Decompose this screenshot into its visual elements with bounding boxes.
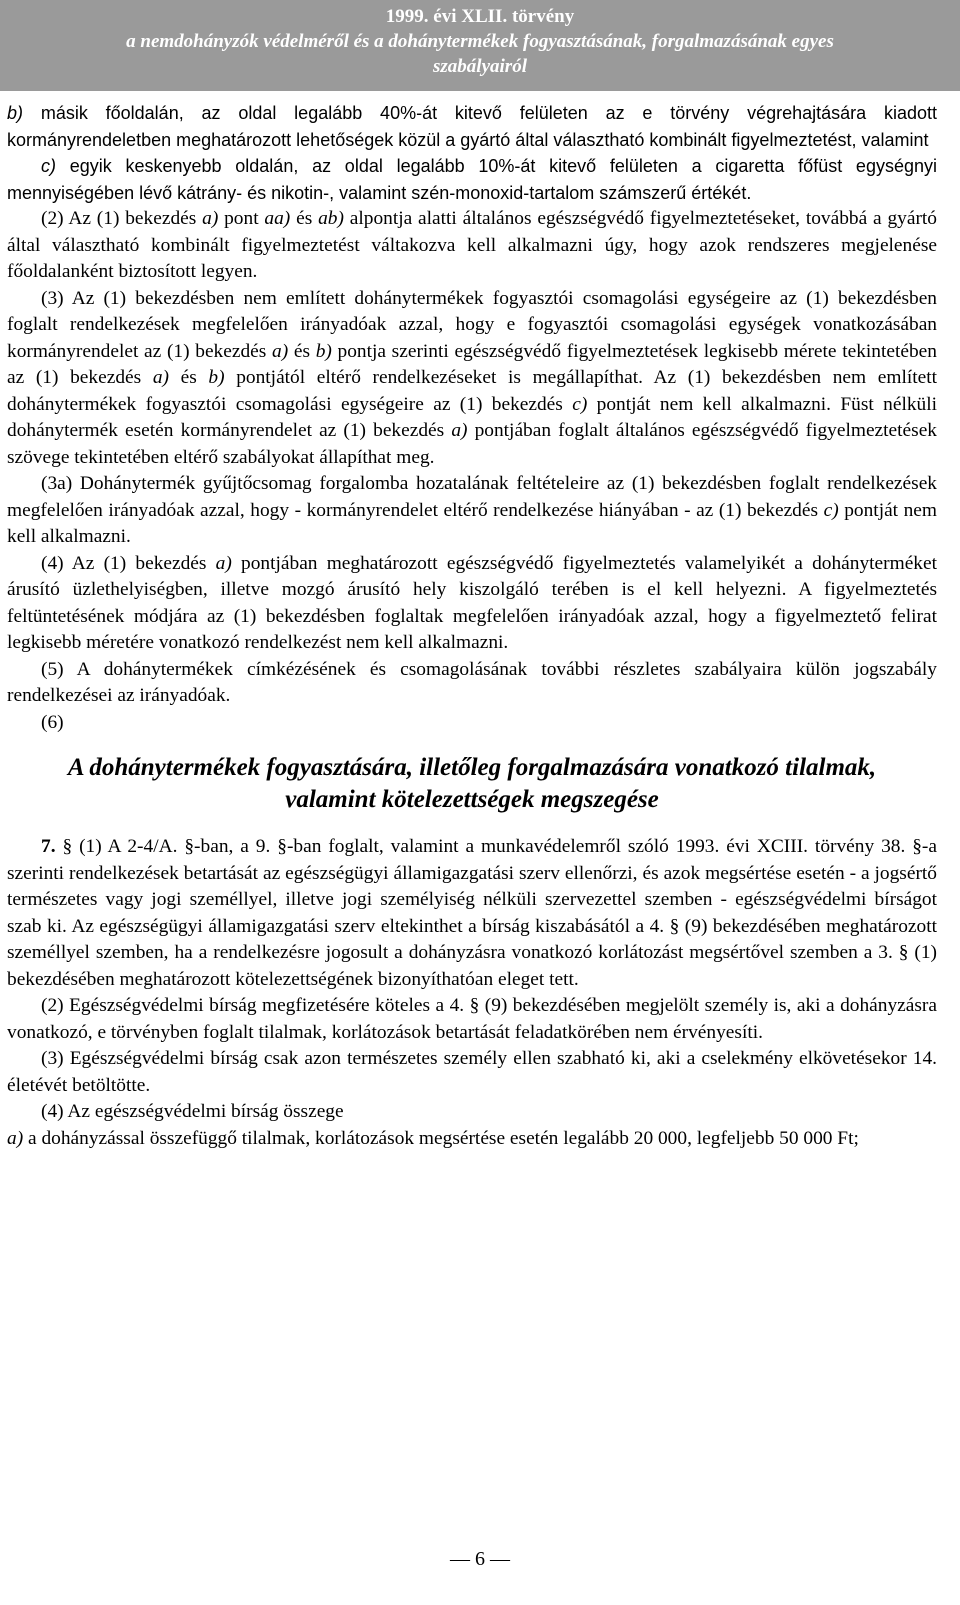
page-number: — 6 — (450, 1548, 510, 1570)
point-label: a) (7, 1127, 24, 1149)
paragraph-c (7, 153, 937, 206)
paragraph-6: (6) (41, 711, 64, 733)
section-number: 7. (41, 836, 56, 857)
paragraph-text: egyik keskenyebb oldalán, az oldal legalább 10%-át kitevő felületen a cigaretta főfüst egységnyi mennyiségében lévő kátrány- és nikotin-, valamint szén-monoxid-tartalom számszerű értékét. (7, 156, 937, 203)
header-law-title: a nemdohányzók védelméről és a dohánytermékek fogyasztásának, forgalmazásának egyes (126, 31, 834, 52)
point-label: c) (41, 156, 56, 176)
point-label: b) (7, 103, 24, 123)
section-7-paragraph-4: (4) Az egészségvédelmi bírság összege (41, 1101, 344, 1122)
paragraph-2: (2) Az (1) bekezdés a) pont aa) és ab) alpontja alatti általános egészségvédő figyelmeztetéseket, továbbá a gyártó által választható kombinált figyelmeztetést váltakozva kell alkalmazni úgy, hogy azok rendszeres megjelenése főoldalanként biztosított legyen. (7, 208, 937, 282)
section-heading: A dohánytermékek fogyasztására, illetőleg forgalmazására vonatkozó tilalmak, valamint kötelezettségek megszegése (67, 754, 877, 813)
paragraph-3: (3) Az (1) bekezdésben nem említett dohánytermékek fogyasztói csomagolási egységeire az (1) bekezdésben foglalt rendelkezések megfelelően irányadóak azzal, hogy e fogyasztói csomagolási egységek vonatkozásában kormányrendelet az (1) bekezdés a) és b) pontja szerinti egészségvédő figyelmeztetések legkisebb mérete tekintetében az (1) bekezdés a) és b) pontjától eltérő rendelkezéseket is megállapíthat. Az (1) bekezdésben nem említett dohánytermékek fogyasztói csomagolási egységeire az (1) bekezdés c) pontját nem kell alkalmazni. Füst nélküli dohánytermék esetén kormányrendelet az (1) bekezdés a) pontjában foglalt általános egészségvédő figyelmeztetések szövege tekintetében eltérő szabályokat állapíthat meg. (7, 287, 938, 468)
paragraph-b (7, 100, 937, 153)
header-law-number: 1999. évi XLII. törvény (385, 6, 575, 27)
section-7-paragraph-3: (3) Egészségvédelmi bírság csak azon természetes személy ellen szabható ki, aki a cselekmény elkövetésekor 14. életévét betöltötte. (7, 1048, 937, 1096)
page-header (0, 0, 960, 91)
header-law-title-end: szabályairól (433, 56, 527, 77)
paragraph-3a: (3a) Dohánytermék gyűjtőcsomag forgalomba hozatalának feltételeire az (1) bekezdésben foglalt rendelkezések megfelelően irányadóak azzal, hogy - kormányrendelet eltérő rendelkezése hiányában - az (1) bekezdés c) pontját nem kell alkalmazni. (7, 473, 937, 547)
section-7-paragraph-1: 7. § (1) A 2-4/A. §-ban, a 9. §-ban foglalt, valamint a munkavédelemről szóló 1993. évi XCIII. törvény 38. §-a szerinti rendelkezések betartását az egészségügyi államigazgatási szerv ellenőrzi, és azok megsértése esetén - a jogsértő természetes vagy jogi személlyel, illetve jogi személyiség nélküli szervezettel szemben - egészségvédelmi bírságot szab ki. Az egészségügyi államigazgatási szerv eltekinthet a bírság kiszabásától a 4. § (9) bekezdésében meghatározott személlyel szemben, ha a rendelkezésre jogosult a dohányzásra vonatkozó korlátozást megsértővel szemben a 3. § (1) bekezdésében meghatározott kötelezettségének bizonyíthatóan eleget tett. (7, 836, 937, 990)
section-7-paragraph-2: (2) Egészségvédelmi bírság megfizetésére köteles a 4. § (9) bekezdésében megjelölt személy is, aki a dohányzásra vonatkozó, e törvényben foglalt tilalmak, korlátozások betartását feladatkörében nem érvényesíti. (7, 995, 937, 1043)
paragraph-4: (4) Az (1) bekezdés a) pontjában meghatározott egészségvédő figyelmeztetés valamelyikét a dohányterméket árusító üzlethelyiségben, illetve mozgó árusító hely kiszolgáló terében is el kell helyezni. A figyelmeztetés feltüntetésének módjára az (1) bekezdésben foglaltak megfelelően irányadóak azzal, hogy a figyelmeztető felirat legkisebb méretére vonatkozó rendelkezést nem kell alkalmazni. (7, 552, 937, 653)
paragraph-5: (5) A dohánytermékek címkézésének és csomagolásának további részletes szabályaira külön jogszabály rendelkezései az irányadóak. (7, 658, 937, 706)
paragraph-text: másik főoldalán, az oldal legalább 40%-át kitevő felületen az e törvény végrehajtására kiadott kormányrendeletben meghatározott lehetőségek közül a gyártó által választható kombinált figyelmeztetést, valamint (7, 103, 937, 150)
document-body (7, 100, 937, 1152)
section-7-point-a: a) a dohányzással összefüggő tilalmak, korlátozások megsértése esetén legalább 20 000, legfeljebb 50 000 Ft; (7, 1127, 859, 1149)
